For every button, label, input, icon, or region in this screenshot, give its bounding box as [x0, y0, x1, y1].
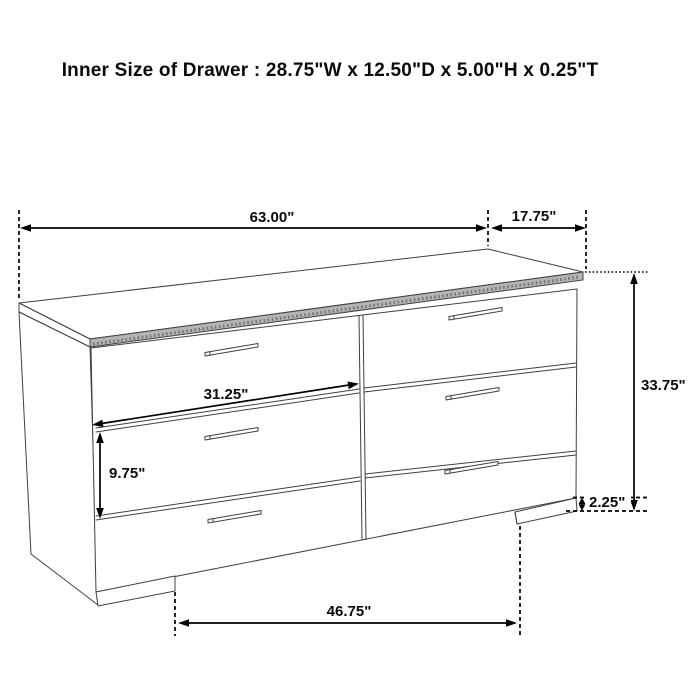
- dim-top-depth-label: 17.75": [511, 208, 557, 225]
- page-title: Inner Size of Drawer : 28.75"W x 12.50"D x 5.00"H x 0.25"T: [61, 60, 599, 81]
- dim-top-width-label: 63.00": [249, 209, 295, 226]
- dim-base-height: [566, 493, 650, 511]
- dresser-body: [19, 249, 583, 606]
- dim-overall-height: [585, 272, 686, 511]
- dim-drawer-width-label: 31.25": [203, 386, 249, 403]
- dim-base-inner-span-label: 46.75": [326, 603, 372, 620]
- dim-overall-height-label: 33.75": [641, 377, 686, 394]
- dresser-left-side-panel: [19, 312, 98, 605]
- dim-base-height-label: 2.25": [589, 494, 626, 511]
- dim-drawer-front-height-label: 9.75": [109, 465, 146, 482]
